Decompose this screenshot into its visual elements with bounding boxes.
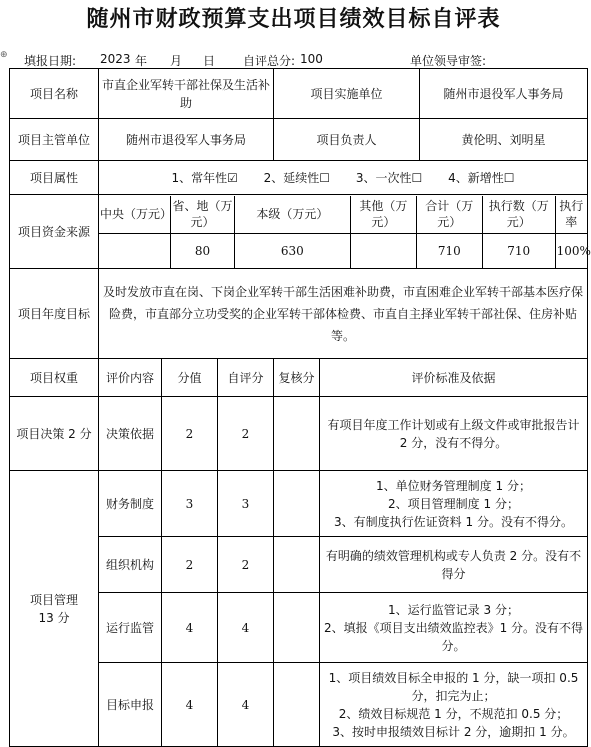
attr-option-onetime[interactable]: 3、一次性☐ bbox=[355, 170, 423, 185]
day-unit: 日 bbox=[203, 54, 216, 68]
eval-header-self: 自评分 bbox=[218, 359, 274, 397]
content-finance-system: 财务制度 bbox=[99, 471, 162, 537]
eval-row-finance bbox=[10, 471, 588, 537]
review-decision-basis bbox=[274, 397, 320, 471]
review-supervision bbox=[274, 593, 320, 663]
funding-other-value bbox=[350, 234, 416, 268]
month-unit: 月 bbox=[170, 54, 183, 68]
funding-province-value: 80 bbox=[171, 234, 235, 268]
self-total-label: 自评总分: bbox=[243, 54, 296, 68]
table-move-handle-icon[interactable]: ⊕ bbox=[0, 50, 8, 60]
criteria-finance-system: 1、单位财务管理制度 1 分； 2、项目管理制度 1 分； 3、有制度执行佐证资料 1 分。没有不得分。 bbox=[320, 471, 588, 537]
attr-label: 项目属性 bbox=[10, 161, 99, 195]
score-organization: 2 bbox=[162, 537, 218, 593]
funding-header-total: 合计（万元） bbox=[416, 196, 482, 234]
self-organization: 2 bbox=[218, 537, 274, 593]
annual-goal-row bbox=[10, 269, 588, 359]
self-target-declare: 4 bbox=[218, 663, 274, 747]
funding-executed-value: 710 bbox=[482, 234, 555, 268]
self-decision-basis: 2 bbox=[218, 397, 274, 471]
form-title: 随州市财政预算支出项目绩效目标自评表 bbox=[86, 7, 501, 32]
year-unit: 年 bbox=[135, 54, 148, 68]
evaluation-table bbox=[9, 68, 591, 747]
funding-header-other: 其他（万元） bbox=[350, 196, 416, 234]
content-target-declare: 目标申报 bbox=[99, 663, 162, 747]
impl-unit-value: 随州市退役军人事务局 bbox=[420, 69, 588, 119]
funding-local-value: 630 bbox=[234, 234, 350, 268]
funding-header-local: 本级（万元） bbox=[234, 196, 350, 234]
owner-value: 黄伦明、刘明星 bbox=[420, 119, 588, 161]
annual-goal-label: 项目年度目标 bbox=[10, 269, 99, 359]
dept-row bbox=[10, 119, 588, 161]
leader-sign-label: 单位领导审签: bbox=[410, 54, 487, 68]
review-organization bbox=[274, 537, 320, 593]
funding-header-rate: 执行率 bbox=[555, 196, 587, 234]
funding-central-value bbox=[99, 234, 171, 268]
fill-year: 2023 bbox=[100, 52, 131, 66]
funding-rate-value: 100% bbox=[555, 234, 587, 268]
attr-options bbox=[99, 161, 588, 195]
score-finance-system: 3 bbox=[162, 471, 218, 537]
eval-header-content: 评价内容 bbox=[99, 359, 162, 397]
funding-row bbox=[10, 195, 588, 269]
self-total-value: 100 bbox=[300, 52, 323, 66]
project-name-label: 项目名称 bbox=[10, 69, 99, 119]
funding-header-province: 省、地（万元） bbox=[171, 196, 235, 234]
criteria-target-declare: 1、项目绩效目标全申报的 1 分，缺一项扣 0.5 分，扣完为止； 2、绩效目标规范 1 分，不规范扣 0.5 分； 3、按时申报绩效目标计 2 分，逾期扣 1 分。 bbox=[320, 663, 588, 747]
content-decision-basis: 决策依据 bbox=[99, 397, 162, 471]
funding-header-central: 中央（万元） bbox=[99, 196, 171, 234]
impl-unit-label: 项目实施单位 bbox=[274, 69, 420, 119]
eval-header-review: 复核分 bbox=[274, 359, 320, 397]
funding-total-value: 710 bbox=[416, 234, 482, 268]
criteria-decision-basis: 有项目年度工作计划或有上级文件或审批报告计 2 分，没有不得分。 bbox=[320, 397, 588, 471]
eval-header-score: 分值 bbox=[162, 359, 218, 397]
eval-header-criteria: 评价标准及依据 bbox=[320, 359, 588, 397]
self-supervision: 4 bbox=[218, 593, 274, 663]
attr-option-new[interactable]: 4、新增性☐ bbox=[448, 170, 515, 185]
weight-management: 项目管理 13 分 bbox=[10, 471, 99, 747]
weight-decision: 项目决策 2 分 bbox=[10, 397, 99, 471]
funding-label: 项目资金来源 bbox=[10, 195, 99, 269]
attr-row bbox=[10, 161, 588, 195]
content-supervision: 运行监管 bbox=[99, 593, 162, 663]
score-decision-basis: 2 bbox=[162, 397, 218, 471]
eval-row-decision bbox=[10, 397, 588, 471]
criteria-organization: 有明确的绩效管理机构或专人负责 2 分。没有不得分 bbox=[320, 537, 588, 593]
fill-date-label: 填报日期: bbox=[24, 54, 77, 68]
criteria-supervision: 1、运行监管记录 3 分； 2、填报《项目支出绩效监控表》1 分。没有不得分。 bbox=[320, 593, 588, 663]
project-name-value: 市直企业军转干部社保及生活补助 bbox=[99, 69, 274, 119]
owner-label: 项目负责人 bbox=[274, 119, 420, 161]
eval-header-weight: 项目权重 bbox=[10, 359, 99, 397]
score-supervision: 4 bbox=[162, 593, 218, 663]
score-target-declare: 4 bbox=[162, 663, 218, 747]
review-target-declare bbox=[274, 663, 320, 747]
review-finance-system bbox=[274, 471, 320, 537]
funding-header-executed: 执行数（万元） bbox=[482, 196, 555, 234]
annual-goal-text: 及时发放市直在岗、下岗企业军转干部生活困难补助费，市直困难企业军转干部基本医疗保险费，市直部分立功受奖的企业军转干部体检费、市直自主择业军转干部社保、住房补贴等。 bbox=[99, 269, 588, 359]
dept-value: 随州市退役军人事务局 bbox=[99, 119, 274, 161]
content-organization: 组织机构 bbox=[99, 537, 162, 593]
self-finance-system: 3 bbox=[218, 471, 274, 537]
funding-subtable bbox=[99, 196, 591, 268]
project-name-row bbox=[10, 69, 588, 119]
eval-header-row bbox=[10, 359, 588, 397]
attr-option-recurring[interactable]: 1、常年性☑ bbox=[171, 170, 238, 185]
dept-label: 项目主管单位 bbox=[10, 119, 99, 161]
attr-option-continuing[interactable]: 2、延续性☐ bbox=[263, 170, 331, 185]
